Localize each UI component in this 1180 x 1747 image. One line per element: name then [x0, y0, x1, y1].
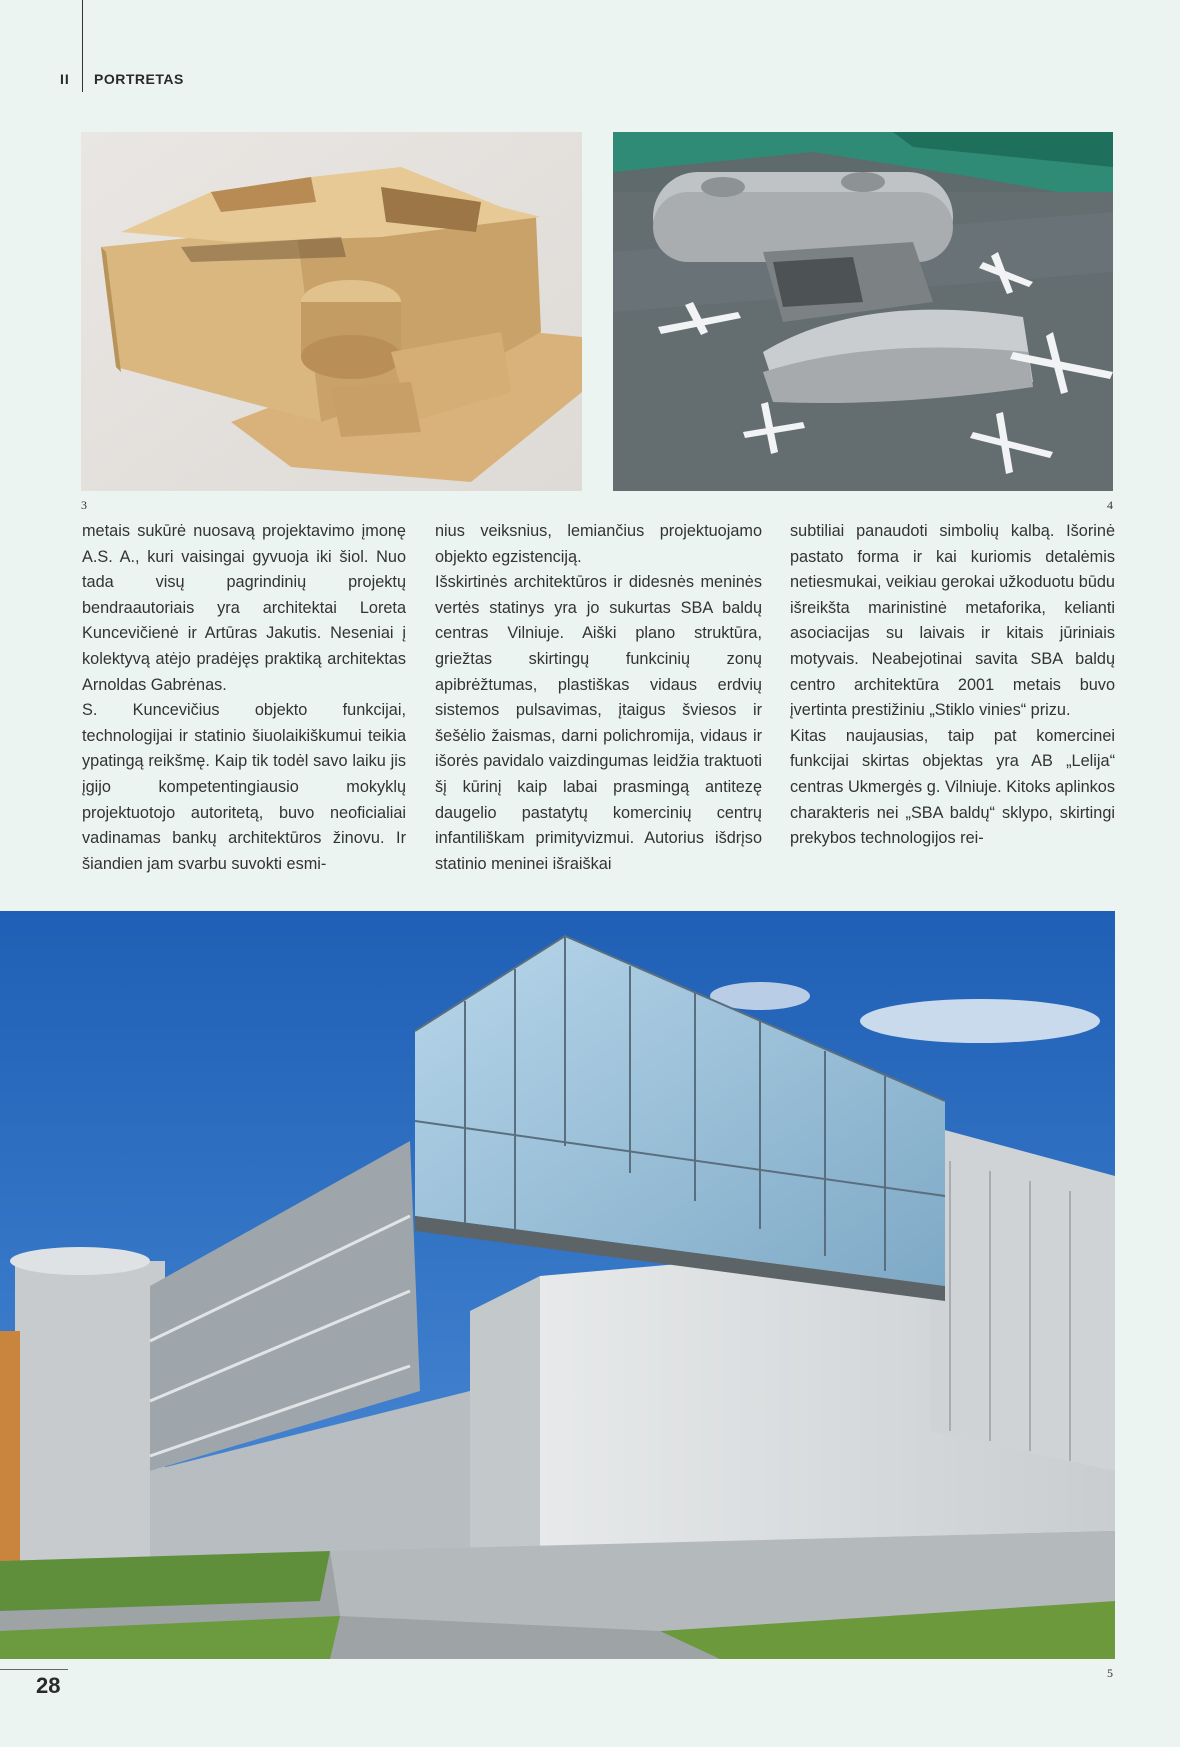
paragraph: metais sukūrė nuosavą projektavimo įmonę A.S. A., kuri vaisingai gyvuoja iki šiol. Nuo tada visų pagrindinių projektų bendraautoriais yra architektai Loreta Kuncevičienė ir Artūras Jakutis. Neseniai į kolektyvą atėjo pradėjęs praktiką architektas Arnoldas Gabrėnas. — [82, 522, 406, 694]
page-number: 28 — [36, 1673, 61, 1698]
paragraph: S. Kuncevičius objekto funkcijai, technologijai ir statinio šiuolaikiškumui teikia ypatingą reikšmę. Kaip tik todėl savo laiku jis įgijo kompetentingiausio mokyklų projektuotojo autoritetą, buvo neoficialiai vadinamas bankų architektūros žinovu. Ir šiandien jam svarbu suvokti esmi- — [82, 701, 406, 873]
figure-5-caption: 5 — [1107, 1666, 1113, 1680]
text-column-1 — [82, 519, 406, 877]
figure-4-caption: 4 — [1107, 498, 1113, 512]
figure-5-building-photo — [0, 911, 1115, 1659]
paragraph: nius veiksnius, lemiančius projektuojamo objekto egzistenciją. — [435, 522, 762, 566]
section-number: II — [60, 71, 70, 87]
figure-3-model-photo — [81, 132, 582, 491]
text-column-3 — [790, 519, 1115, 852]
text-column-2 — [435, 519, 762, 877]
paragraph: Išskirtinės architektūros ir didesnės meninės vertės statinys yra jo sukurtas SBA baldų centras Vilniuje. Aiški plano struktūra, griežtas skirtingų funkcinių zonų apibrėžtumas, plastiškas vidaus erdvių sistemos pulsavimas, įtaigus šviesos ir šešėlio žaismas, darni polichromija, vidaus ir išorės pavidalo vaizdingumas leidžia traktuoti šį kūrinį kaip labai prasmingą antitezę daugelio pastatytų komercinių centrų infantiliškam primityvizmui. Autorius išdrįso statinio meninei išraiškai — [435, 573, 762, 873]
section-title: PORTRETAS — [94, 71, 184, 87]
header-vertical-rule — [82, 0, 83, 92]
figure-4-airport-render — [613, 132, 1113, 491]
footer-rule — [0, 1669, 68, 1670]
figure-3-caption: 3 — [81, 498, 87, 512]
paragraph: Kitas naujausias, taip pat komercinei funkcijai skirtas objektas yra AB „Lelija“ centras Ukmergės g. Vilniuje. Kitoks aplinkos charakteris nei „SBA baldų“ sklypo, skirtingi prekybos technologijos rei- — [790, 726, 1115, 848]
paragraph: subtiliai panaudoti simbolių kalbą. Išorinė pastato forma ir kai kuriomis detalėmis netiesmukai, veikiau gerokai užkoduotu būdu išreikšta marinistinė metaforika, kelianti asociacijas su laivais ir kitais jūriniais motyvais. Neabejotinai savita SBA baldų centro architektūra 2001 metais buvo įvertinta prestižiniu „Stiklo vinies“ prizu. — [790, 522, 1115, 720]
